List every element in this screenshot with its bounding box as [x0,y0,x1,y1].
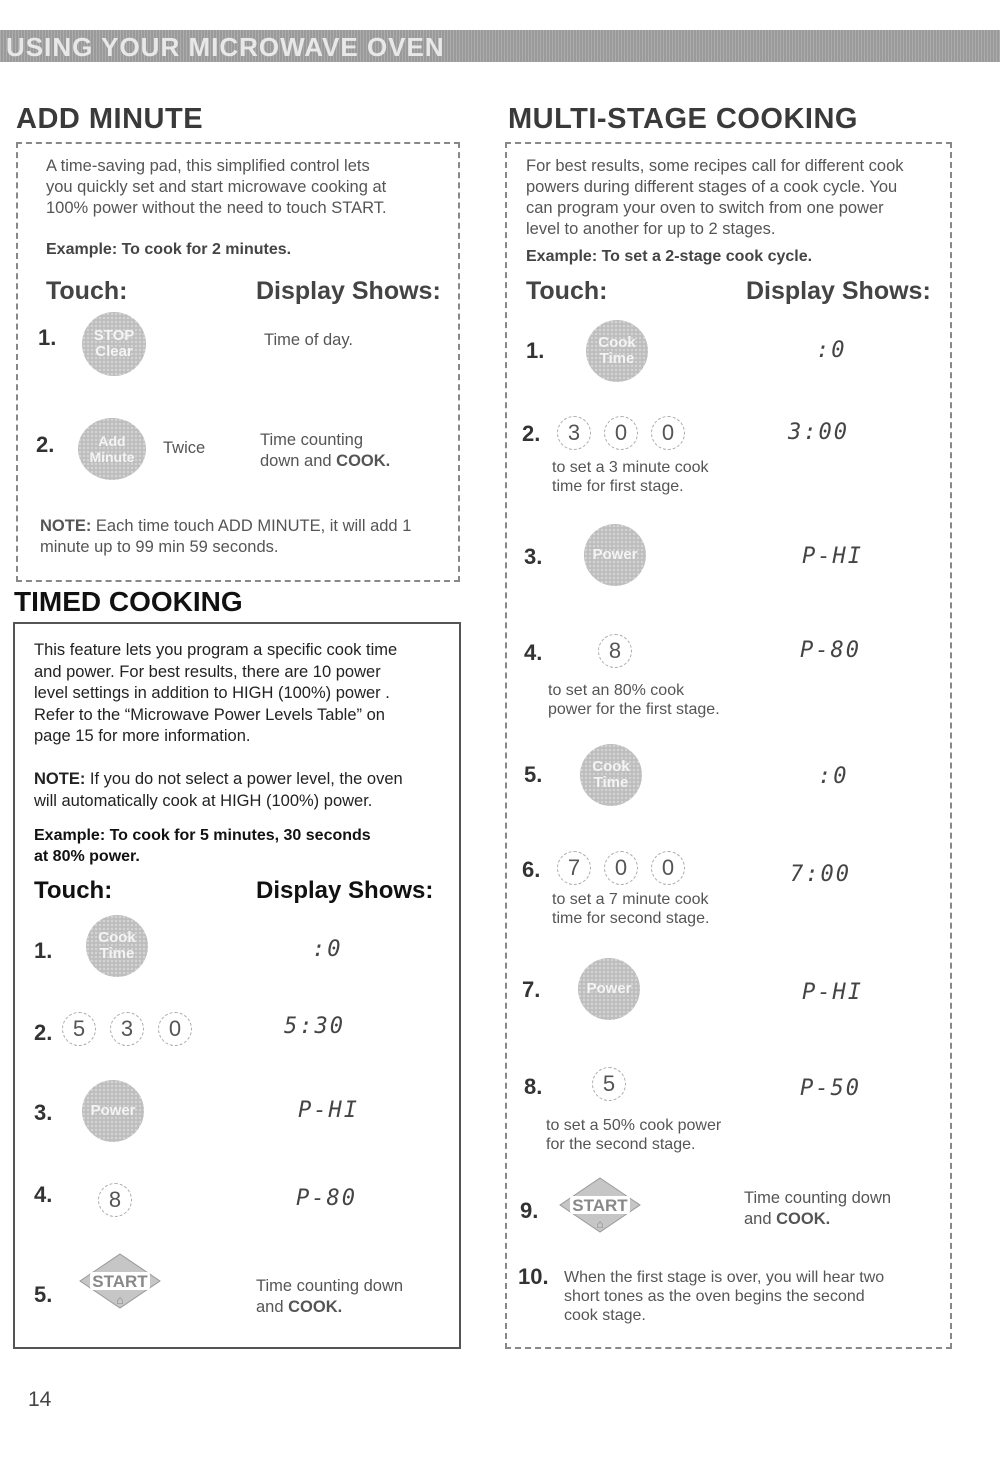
display-shows-header: Display Shows: [746,277,931,305]
pad-label: Time [593,774,629,791]
number-key-0[interactable]: 0 [158,1012,192,1046]
note-label: NOTE: [34,770,86,788]
display-text [744,1188,891,1230]
intro-line: 100% power without the need to touch START. [46,199,387,217]
add-minute-note [40,516,450,558]
multi-stage-title: MULTI-STAGE COOKING [508,103,858,135]
step-number: 4. [524,640,543,665]
step-number: 4. [34,1182,53,1207]
number-key-7[interactable]: 7 [557,851,591,885]
multi-stage-example: Example: To set a 2-stage cook cycle. [526,248,813,265]
step-text [564,1268,924,1325]
cook-time-button[interactable] [86,915,148,977]
display-line: Time counting [260,431,364,449]
display-line: Time counting down [256,1277,404,1295]
number-key-8[interactable]: 8 [98,1183,132,1217]
display-readout: 7:00 [790,862,851,887]
pad-label: Minute [89,449,135,465]
display-line: Time counting down [744,1189,892,1207]
step-number: 3. [34,1100,53,1125]
pad-label: Cook [598,334,636,351]
note-label: NOTE: [40,517,92,535]
step-number: 2. [522,421,541,446]
caption-line: time for second stage. [552,910,710,927]
caption-line: to set a 50% cook power [546,1117,722,1134]
add-minute-example: Example: To cook for 2 minutes. [46,241,292,258]
pad-label: Power [592,546,638,563]
display-readout: :0 [818,764,849,789]
display-readout: P-HI [802,980,863,1005]
pad-label: STOP [93,327,135,344]
banner-title: USING YOUR MICROWAVE OVEN [6,32,445,62]
note-text: If you do not select a power level, the oven [85,770,403,788]
display-readout: P-50 [800,1076,861,1101]
step-number: 1. [526,338,545,363]
number-key-0[interactable]: 0 [651,851,685,885]
display-readout: P-80 [296,1186,357,1211]
display-readout: :0 [816,338,847,363]
timed-cooking-intro [34,640,454,748]
step-number: 9. [520,1198,539,1223]
note-text: will automatically cook at HIGH (100%) power. [34,791,373,810]
caption-line: to set a 3 minute cook [552,459,709,476]
add-minute-intro [46,156,446,219]
stop-clear-button[interactable] [82,312,146,376]
caption-line: for the second stage. [546,1136,696,1153]
note-text: minute up to 99 min 59 seconds. [40,538,279,556]
step-number: 3. [524,544,543,569]
number-key-0[interactable]: 0 [651,416,685,450]
step-number: 1. [34,938,53,963]
twice-label: Twice [163,439,206,457]
example-line: Example: To cook for 5 minutes, 30 seconds [34,827,371,844]
pad-label: Power [90,1102,136,1119]
intro-line: level to another for up to 2 stages. [526,220,776,238]
power-button[interactable] [578,958,640,1020]
display-readout: P-HI [802,544,863,569]
touch-header: Touch: [46,277,128,305]
intro-line: For best results, some recipes call for different cook [526,157,904,175]
step-number: 5. [34,1282,53,1307]
display-text: Time of day. [264,331,353,349]
number-key-0[interactable]: 0 [604,851,638,885]
cook-time-button[interactable] [580,744,642,806]
start-label: START [92,1272,148,1291]
step-number: 8. [524,1074,543,1099]
number-key-5[interactable]: 5 [592,1067,626,1101]
intro-line: This feature lets you program a specific cook time [34,641,398,659]
step-text-line: short tones as the oven begins the second [564,1288,865,1305]
step-number: 10. [518,1264,549,1289]
intro-line: you quickly set and start microwave cooking at [46,178,387,196]
intro-line: level settings in addition to HIGH (100%) power . [34,684,390,702]
step-text-line: cook stage. [564,1307,646,1324]
step-caption [552,890,709,928]
touch-header: Touch: [526,277,608,305]
caption-line: to set a 7 minute cook [552,891,709,908]
power-button[interactable] [82,1080,144,1142]
timed-cooking-note [34,769,454,812]
pad-label: Add [98,433,126,449]
caption-line: power for the first stage. [548,701,720,718]
number-key-5[interactable]: 5 [62,1012,96,1046]
multi-stage-box [505,142,952,1349]
step-caption [552,458,709,496]
cook-word: COOK. [776,1210,831,1228]
display-shows-header: Display Shows: [256,277,441,305]
lock-icon: ⌂ [596,1217,604,1231]
pad-label: Cook [98,929,136,946]
step-caption [548,681,720,719]
caption-line: to set an 80% cook [548,682,685,699]
pad-label: Time [599,350,635,367]
step-number: 2. [36,432,55,457]
intro-line: and power. For best results, there are 10 power [34,662,381,681]
display-readout: P-80 [800,638,861,663]
lock-icon: ⌂ [116,1293,124,1307]
intro-line: can program your oven to switch from one power [526,199,884,217]
pad-label: Clear [95,343,133,360]
touch-header: Touch: [34,877,113,904]
display-readout: 3:00 [788,420,849,445]
step-number: 7. [522,977,541,1002]
power-button[interactable] [584,524,646,586]
multi-stage-intro [526,156,946,240]
pad-label: Cook [592,758,630,775]
display-readout: 5:30 [284,1014,345,1039]
step-caption [546,1116,721,1154]
display-line: down and [260,452,337,470]
start-button[interactable] [558,1176,642,1234]
display-shows-header: Display Shows: [256,877,434,904]
step-number: 5. [524,762,543,787]
intro-line: A time-saving pad, this simplified control lets [46,157,370,175]
number-key-3[interactable]: 3 [557,416,591,450]
note-text: Each time touch ADD MINUTE, it will add 1 [91,517,412,535]
step-number: 2. [34,1020,53,1045]
intro-line: Refer to the “Microwave Power Levels Table” on [34,705,385,724]
display-text [256,1276,403,1318]
display-line: and [744,1210,777,1228]
pad-label: Time [99,945,135,962]
cook-time-button[interactable] [586,320,648,382]
start-label: START [572,1196,628,1215]
display-line: and [256,1298,289,1316]
display-text [260,430,390,472]
display-readout: P-HI [298,1098,359,1123]
intro-line: powers during different stages of a cook cycle. You [526,178,898,196]
number-key-8[interactable]: 8 [598,634,632,668]
cook-word: COOK. [336,452,391,470]
caption-line: time for first stage. [552,478,684,495]
number-key-3[interactable]: 3 [110,1012,144,1046]
section-banner [0,30,1000,62]
example-line: at 80% power. [34,848,140,865]
add-minute-title: ADD MINUTE [16,103,204,135]
add-minute-button[interactable] [78,418,146,480]
pad-label: Power [586,980,632,997]
start-button[interactable] [78,1252,162,1310]
number-key-0[interactable]: 0 [604,416,638,450]
intro-line: page 15 for more information. [34,727,251,745]
timed-cooking-title: TIMED COOKING [14,586,243,617]
step-number: 1. [38,325,57,350]
step-text-line: When the first stage is over, you will hear two [564,1269,885,1286]
cook-word: COOK. [288,1298,343,1316]
step-number: 6. [522,857,541,882]
page-number: 14 [28,1388,52,1411]
timed-cooking-example [34,825,371,867]
display-readout: :0 [312,937,343,962]
